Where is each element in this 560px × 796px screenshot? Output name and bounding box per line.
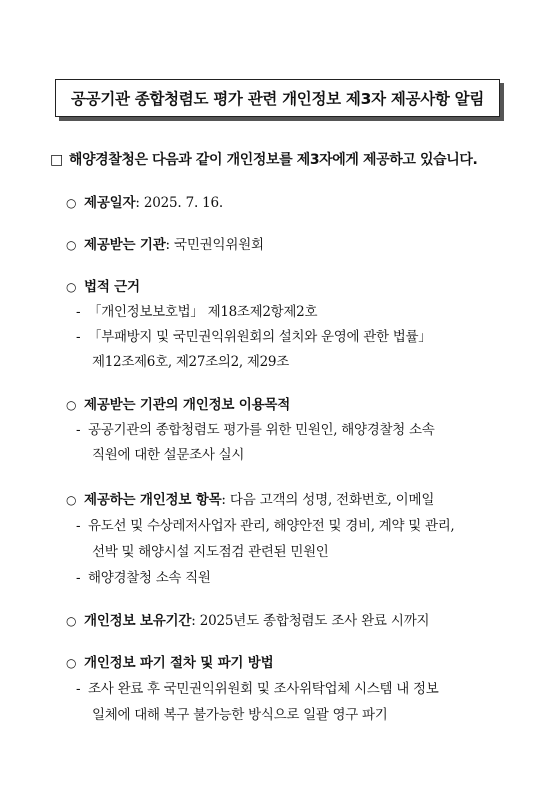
label-separator: :: [191, 613, 200, 629]
dash-bullet: -: [76, 570, 81, 586]
notice-title: 공공기관 종합청렴도 평가 관련 개인정보 제3자 제공사항 알림: [55, 79, 500, 117]
intro-statement: [50, 149, 520, 169]
dash-bullet: -: [76, 681, 81, 697]
section-recipient: [66, 233, 516, 253]
list-item-text: 공공기관의 종합청렴도 평가를 위한 민원인, 해양경찰청 소속: [88, 422, 435, 438]
circle-bullet-icon: ○: [66, 280, 77, 294]
label-separator: :: [221, 492, 230, 508]
list-item-text: 「개인정보보호법」 제18조제2항제2호: [88, 304, 318, 320]
section-purpose: [66, 393, 516, 413]
section-label: 제공받는 기관의 개인정보 이용목적: [84, 397, 291, 413]
circle-bullet-icon: ○: [66, 656, 77, 670]
section-provision-date: [66, 191, 516, 211]
section-label: 제공하는 개인정보 항목: [84, 492, 222, 508]
list-item-continuation: 선박 및 해양시설 지도점검 관련된 민원인: [92, 544, 329, 560]
list-item: [76, 300, 516, 320]
list-item-text: 유도선 및 수상레저사업자 관리, 해양안전 및 경비, 계약 및 관리,: [88, 518, 455, 534]
section-data-fields: [66, 488, 516, 508]
label-separator: :: [135, 195, 144, 211]
list-item: [76, 325, 516, 345]
list-item-continuation: 직원에 대한 설문조사 실시: [92, 447, 245, 463]
section-retention: [66, 609, 516, 629]
list-item-text: 「부패방지 및 국민권익위원회의 설치와 운영에 관한 법률」: [88, 329, 432, 345]
list-item: [76, 566, 516, 586]
label-separator: :: [165, 237, 174, 253]
circle-bullet-icon: ○: [66, 614, 77, 628]
circle-bullet-icon: ○: [66, 196, 77, 210]
circle-bullet-icon: ○: [66, 398, 77, 412]
list-item-continuation: 일체에 대해 복구 불가능한 방식으로 일괄 영구 파기: [92, 707, 388, 723]
section-label: 법적 근거: [84, 279, 140, 295]
list-item-text: 조사 완료 후 국민권익위원회 및 조사위탁업체 시스템 내 정보: [88, 681, 439, 697]
dash-bullet: -: [76, 518, 81, 534]
list-item-continuation: 제12조제6호, 제27조의2, 제29조: [92, 354, 289, 370]
square-bullet-icon: □: [50, 152, 63, 168]
section-label: 개인정보 보유기간: [84, 613, 192, 629]
section-value: 국민권익위원회: [174, 237, 264, 253]
list-item: [76, 677, 516, 697]
intro-text: 해양경찰청은 다음과 같이 개인정보를 제3자에게 제공하고 있습니다.: [68, 152, 478, 168]
section-label: 제공받는 기관: [84, 237, 166, 253]
section-value: 2025. 7. 16.: [143, 195, 224, 211]
section-label: 제공일자: [84, 195, 136, 211]
list-item: [76, 418, 516, 438]
section-value: 2025년도 종합청렴도 조사 완료 시까지: [199, 613, 430, 629]
section-value: 다음 고객의 성명, 전화번호, 이메일: [229, 492, 435, 508]
dash-bullet: -: [76, 422, 81, 438]
circle-bullet-icon: ○: [66, 493, 77, 507]
section-destruction: [66, 651, 516, 671]
dash-bullet: -: [76, 304, 81, 320]
dash-bullet: -: [76, 329, 81, 345]
section-legal-basis: [66, 275, 516, 295]
list-item-text: 해양경찰청 소속 직원: [88, 570, 211, 586]
circle-bullet-icon: ○: [66, 238, 77, 252]
section-label: 개인정보 파기 절차 및 파기 방법: [84, 655, 274, 671]
list-item: [76, 514, 516, 534]
